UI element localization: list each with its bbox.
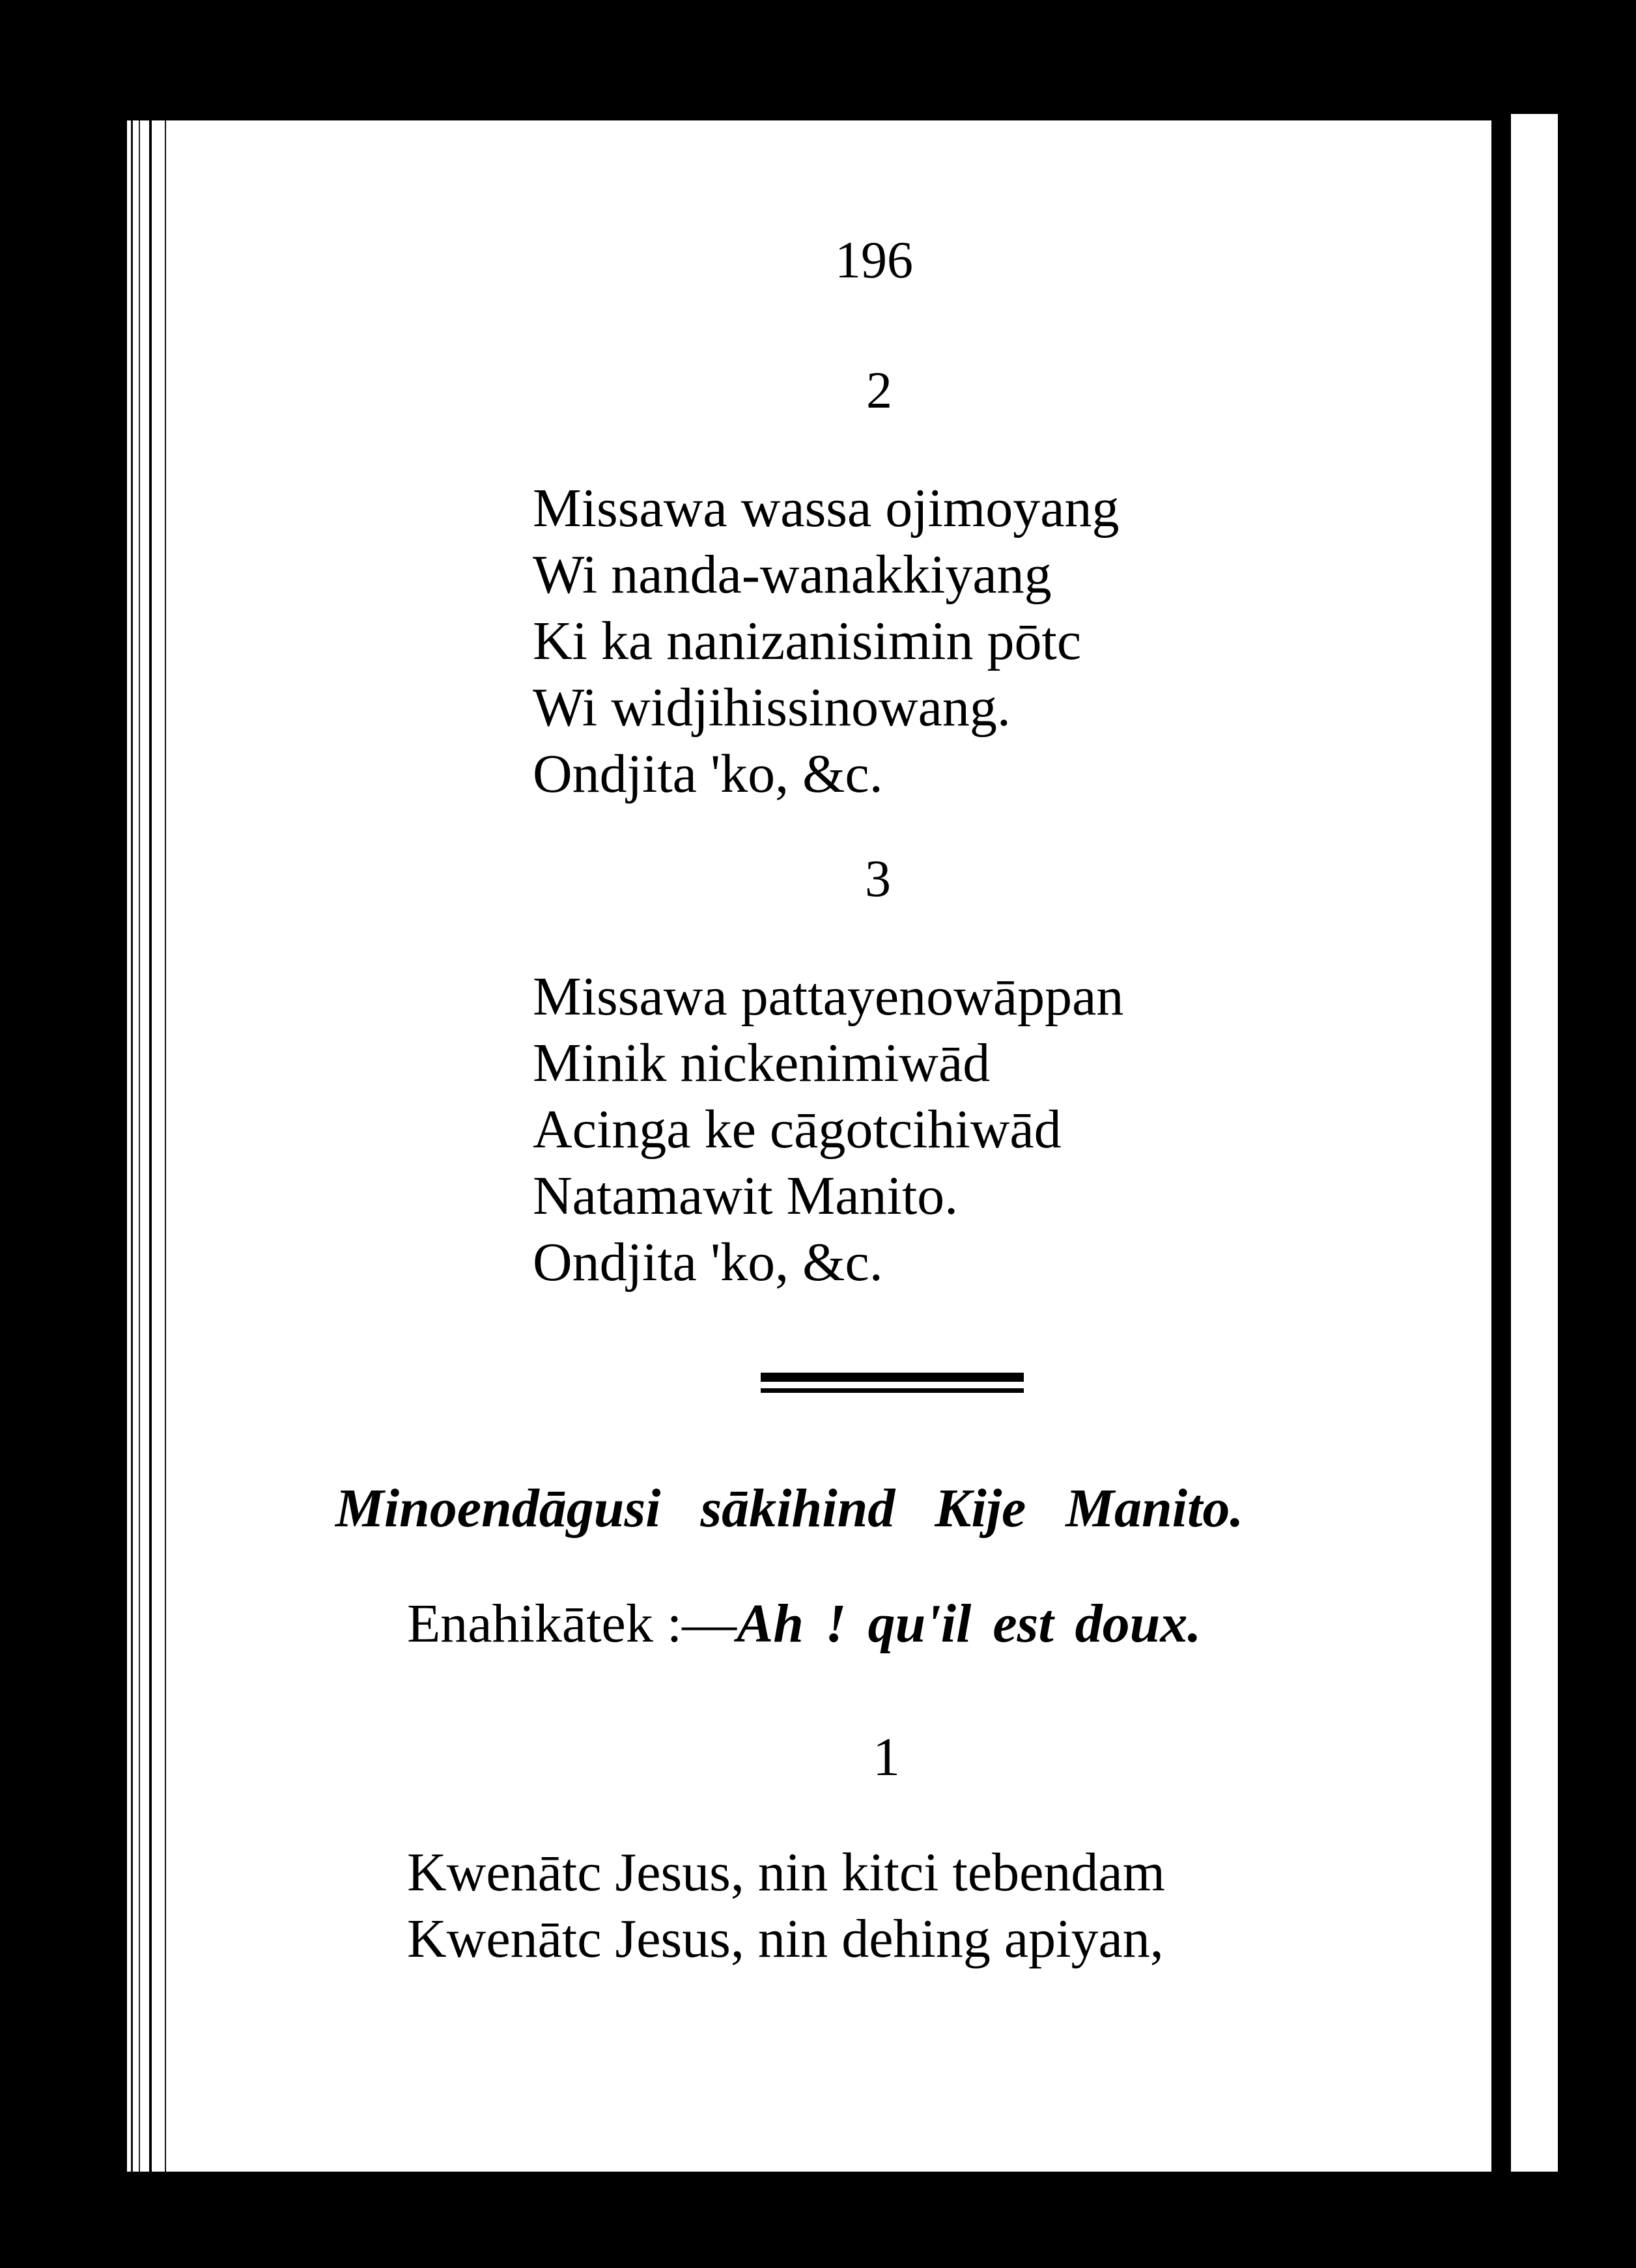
verse-line: Ondjita 'ko, &c. — [533, 744, 883, 804]
stanza-2-number: 2 — [866, 362, 892, 419]
tune-label: Enahikātek :— — [407, 1593, 737, 1654]
page-edge-shadow — [1491, 120, 1511, 2172]
verse-line: Wi widjihissinowang. — [533, 677, 1011, 738]
stanza-1 — [407, 1840, 1165, 1972]
verse-line: Kwenātc Jesus, nin kitci tebendam — [407, 1842, 1166, 1903]
tune-name: Ah ! qu'il est doux. — [737, 1593, 1202, 1654]
stanza-2 — [533, 475, 1120, 807]
verse-line: Minik nickenimiwād — [533, 1033, 991, 1093]
verse-line: Ondjita 'ko, &c. — [533, 1232, 883, 1293]
section-divider — [761, 1373, 1024, 1399]
verse-line: Missawa pattayenowāppan — [533, 966, 1124, 1027]
verse-line: Kwenātc Jesus, nin dehing apiyan, — [407, 1909, 1164, 1969]
verse-line: Wi nanda-wanakkiyang — [533, 544, 1052, 605]
verse-line: Missawa wassa ojimoyang — [533, 478, 1120, 539]
verse-line: Ki ka nanizanisimin pōtc — [533, 611, 1082, 671]
adjacent-page-edge — [1511, 114, 1558, 2172]
tune-line — [407, 1592, 1201, 1655]
stanza-1-number: 1 — [873, 1727, 900, 1787]
hymn-title: Minoendāgusi sākihind Kije Manito. — [335, 1478, 1244, 1539]
page-number: 196 — [835, 232, 913, 289]
verse-line: Natamawit Manito. — [533, 1166, 959, 1226]
verse-line: Acinga ke cāgotcihiwād — [533, 1099, 1062, 1160]
stanza-3 — [533, 964, 1123, 1296]
stanza-3-number: 3 — [865, 850, 891, 908]
page-gutter — [127, 120, 225, 2172]
